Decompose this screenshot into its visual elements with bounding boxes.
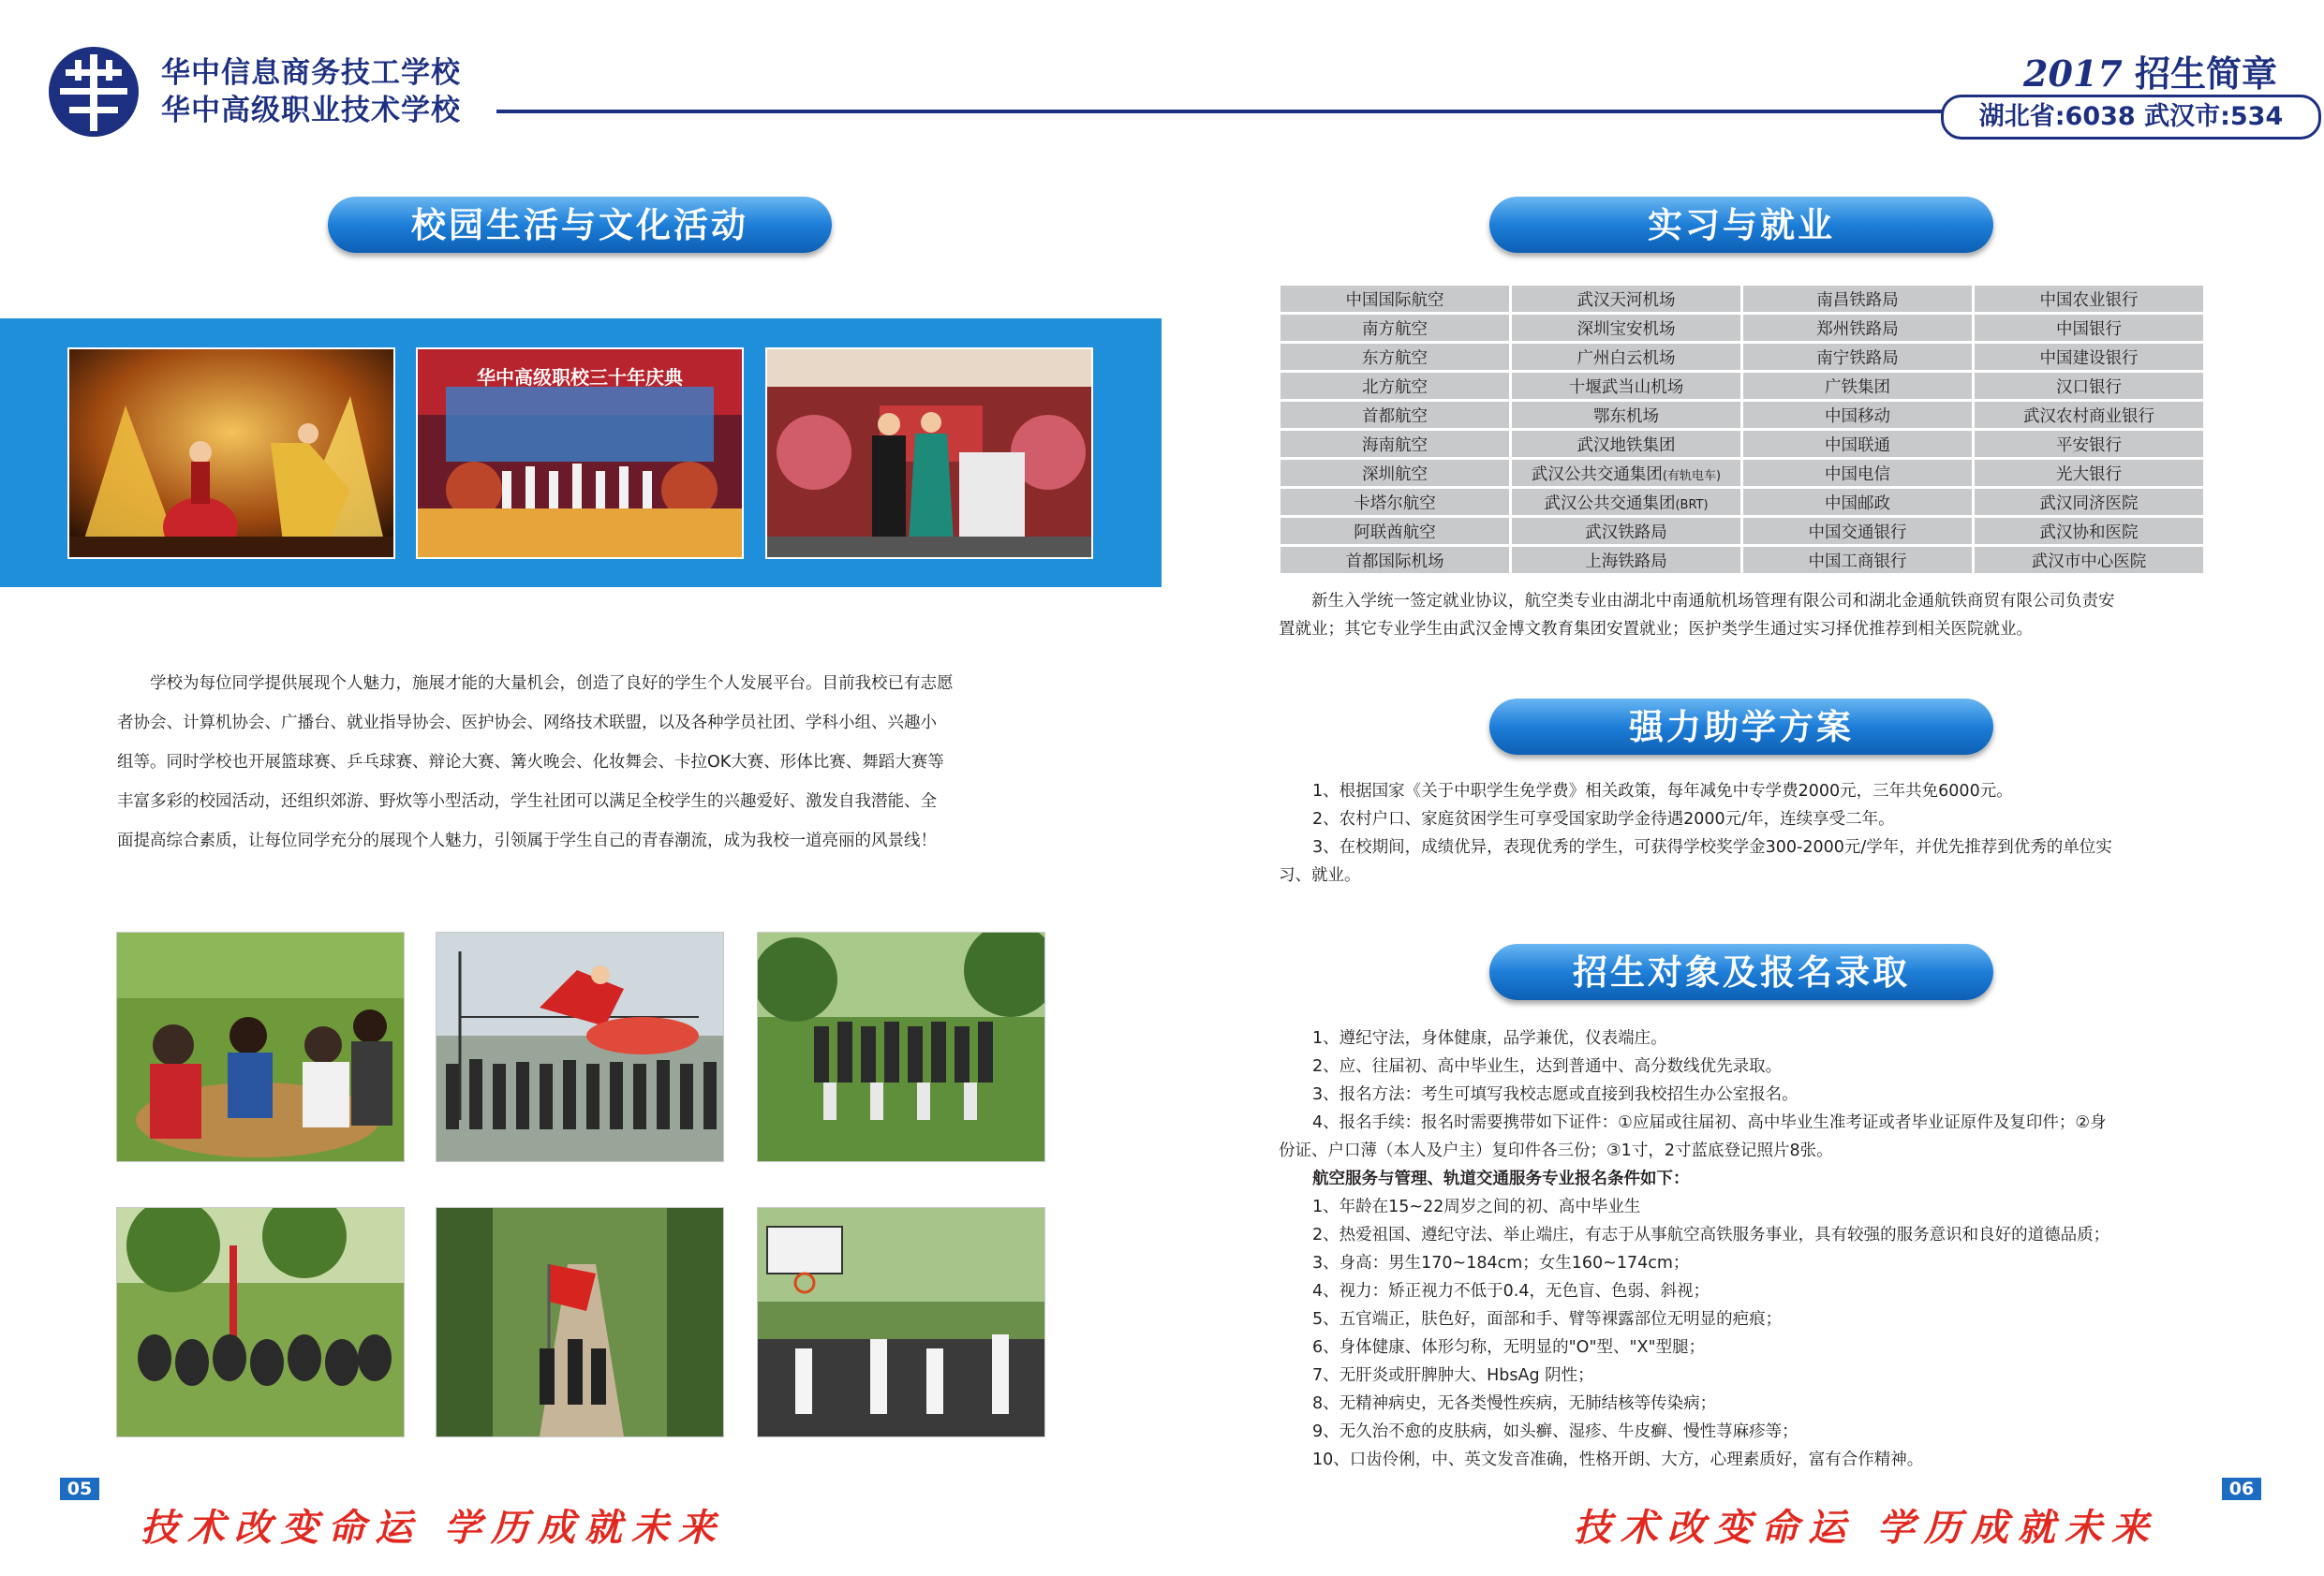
aid-item: 习、就业。 bbox=[1279, 866, 1361, 885]
admission-item: 份证、户口薄（本人及户主）复印件各三份；③1寸，2寸蓝底登记照片8张。 bbox=[1279, 1141, 1833, 1160]
table-cell: 南宁铁路局 bbox=[1743, 344, 1972, 370]
header-rule bbox=[496, 110, 1944, 113]
photo-banner-text: 华中高级职校三十年庆典 bbox=[477, 366, 683, 389]
campus-intro-line: 者协会、计算机协会、广播台、就业指导协会、医护协会、网络技术联盟，以及各种学员社团、学科小组、兴趣小 bbox=[117, 714, 937, 732]
table-row bbox=[1280, 286, 2203, 312]
aviation-item: 2、热爱祖国、遵纪守法、举止端庄，有志于从事航空高铁服务事业，具有较强的服务意识和良好的道德品质； bbox=[1312, 1226, 2110, 1245]
table-cell: 广州白云机场 bbox=[1512, 344, 1740, 370]
table-row bbox=[1280, 315, 2203, 341]
photo-high-jump bbox=[436, 932, 724, 1162]
employment-line: 新生入学统一签定就业协议，航空类专业由湖北中南通航机场管理有限公司和湖北金通航铁商贸有限公司负责安 bbox=[1311, 592, 2115, 611]
section-title-campus-life: 校园生活与文化活动 bbox=[328, 197, 832, 253]
table-cell: 中国建设银行 bbox=[1975, 344, 2203, 370]
table-cell: 中国交通银行 bbox=[1743, 518, 1972, 544]
brochure-title bbox=[2023, 45, 2277, 96]
school-name-1: 华中信息商务技工学校 bbox=[161, 56, 461, 90]
table-cell: 卡塔尔航空 bbox=[1280, 489, 1509, 515]
admission-item: 2、应、往届初、高中毕业生，达到普通中、高分数线优先录取。 bbox=[1312, 1057, 1783, 1076]
table-cell: 上海铁路局 bbox=[1512, 547, 1740, 573]
photo-outdoor-game bbox=[757, 932, 1045, 1162]
campus-intro-line: 丰富多彩的校园活动，还组织郊游、野炊等小型活动，学生社团可以满足全校学生的兴趣爱好、激发自我潜能、全 bbox=[117, 792, 937, 811]
admission-item: 4、报名手续：报名时需要携带如下证件：①应届或往届初、高中毕业生准考证或者毕业证原件及复印件；②身 bbox=[1312, 1113, 2107, 1132]
table-cell: 北方航空 bbox=[1280, 373, 1509, 399]
table-cell: 首都国际机场 bbox=[1280, 547, 1509, 573]
table-cell: 武汉天河机场 bbox=[1512, 286, 1740, 312]
table-cell: 武汉农村商业银行 bbox=[1975, 402, 2203, 428]
table-cell: 武汉同济医院 bbox=[1975, 489, 2203, 515]
aviation-item: 5、五官端正，肤色好，面部和手、臂等裸露部位无明显的疤痕； bbox=[1312, 1310, 1783, 1329]
page-number-left: 05 bbox=[60, 1478, 99, 1500]
campus-intro-line: 学校为每位同学提供展现个人魅力，施展才能的大量机会，创造了良好的学生个人发展平台。目前我校已有志愿 bbox=[150, 674, 954, 693]
photo-anniversary-stage bbox=[416, 347, 744, 559]
table-cell: 光大银行 bbox=[1975, 460, 2203, 486]
campus-intro-line: 面提高综合素质，让每位同学充分的展现个人魅力，引领属于学生自己的青春潮流，成为我校一道亮丽的风景线！ bbox=[117, 832, 937, 850]
photo-picnic bbox=[116, 932, 405, 1162]
aviation-item: 9、无久治不愈的皮肤病，如头癣、湿疹、牛皮癣、慢性荨麻疹等； bbox=[1312, 1422, 1799, 1441]
campus-intro bbox=[117, 664, 1054, 861]
photo-flag-march bbox=[436, 1207, 724, 1437]
table-cell: 东方航空 bbox=[1280, 344, 1509, 370]
table-cell: 中国邮政 bbox=[1743, 489, 1972, 515]
table-cell: 郑州铁路局 bbox=[1743, 315, 1972, 341]
slogan-right: 技术改变命运 学历成就未来 bbox=[1574, 1506, 2158, 1550]
table-cell: 南方航空 bbox=[1280, 315, 1509, 341]
employer-table bbox=[1278, 283, 2206, 576]
aviation-item: 6、身体健康、体形匀称，无明显的"O"型、"X"型腿； bbox=[1312, 1338, 1706, 1357]
logo-emblem-icon bbox=[49, 47, 139, 137]
brochure-title-text: 招生简章 bbox=[2135, 53, 2278, 95]
employment-line: 置就业；其它专业学生由武汉金博文教育集团安置就业；医护类学生通过实习择优推荐到相关医院就业。 bbox=[1279, 620, 2033, 639]
table-cell: 中国联通 bbox=[1743, 431, 1972, 457]
photo-basketball bbox=[757, 1207, 1045, 1437]
photo-stage-performance bbox=[67, 347, 395, 559]
aid-item: 2、农村户口、家庭贫困学生可享受国家助学金待遇2000元/年，连续享受二年。 bbox=[1312, 810, 1895, 829]
table-row bbox=[1280, 489, 2203, 515]
aid-item: 1、根据国家《关于中职学生免学费》相关政策，每年减免中专学费2000元，三年共免6000元。 bbox=[1312, 782, 2013, 801]
table-cell bbox=[1512, 460, 1740, 486]
table-row bbox=[1280, 460, 2203, 486]
cell-note: (BRT) bbox=[1675, 497, 1709, 512]
cell-text: 武汉公共交通集团 bbox=[1544, 493, 1676, 513]
section-title-financial-aid: 强力助学方案 bbox=[1489, 699, 1993, 755]
table-cell: 十堰武当山机场 bbox=[1512, 373, 1740, 399]
aviation-item: 3、身高：男生170~184cm；女生160~174cm； bbox=[1312, 1254, 1690, 1273]
aviation-item: 1、年龄在15~22周岁之间的初、高中毕业生 bbox=[1312, 1198, 1641, 1216]
photo-group-sitting bbox=[116, 1207, 405, 1437]
table-cell: 武汉协和医院 bbox=[1975, 518, 2203, 544]
table-row bbox=[1280, 373, 2203, 399]
table-cell: 中国移动 bbox=[1743, 402, 1972, 428]
table-row bbox=[1280, 402, 2203, 428]
table-cell: 广铁集团 bbox=[1743, 373, 1972, 399]
table-cell: 深圳航空 bbox=[1280, 460, 1509, 486]
admission-item: 1、遵纪守法，身体健康，品学兼优，仪表端庄。 bbox=[1312, 1029, 1667, 1048]
table-cell: 武汉铁路局 bbox=[1512, 518, 1740, 544]
table-cell: 中国银行 bbox=[1975, 315, 2203, 341]
admission-item: 3、报名方法：考生可填写我校志愿或直接到我校招生办公室报名。 bbox=[1312, 1085, 1799, 1104]
aviation-requirements-title: 航空服务与管理、轨道交通服务专业报名条件如下： bbox=[1312, 1170, 1690, 1188]
aid-item: 3、在校期间，成绩优异，表现优秀的学生，可获得学校奖学金300-2000元/学年，并优先推荐到优秀的单位实 bbox=[1312, 838, 2112, 857]
photo-hosts bbox=[765, 347, 1093, 559]
brochure-year: 2017 bbox=[2023, 52, 2123, 95]
school-logo bbox=[49, 47, 139, 137]
table-cell: 武汉市中心医院 bbox=[1975, 547, 2203, 573]
phone-numbers: 湖北省:6038 武汉市:534 bbox=[1941, 95, 2321, 140]
table-row bbox=[1280, 344, 2203, 370]
employment-text bbox=[1279, 587, 2215, 643]
table-row bbox=[1280, 431, 2203, 457]
table-cell: 阿联酋航空 bbox=[1280, 518, 1509, 544]
aviation-item: 4、视力：矫正视力不低于0.4，无色盲、色弱、斜视； bbox=[1312, 1282, 1710, 1301]
table-cell: 海南航空 bbox=[1280, 431, 1509, 457]
table-cell: 中国农业银行 bbox=[1975, 286, 2203, 312]
aviation-item: 10、口齿伶俐，中、英文发音准确，性格开朗、大方，心理素质好，富有合作精神。 bbox=[1312, 1451, 1924, 1469]
table-cell: 中国国际航空 bbox=[1280, 286, 1509, 312]
school-name-2: 华中高级职业技术学校 bbox=[161, 94, 461, 127]
table-cell: 武汉地铁集团 bbox=[1512, 431, 1740, 457]
page-number-right: 06 bbox=[2222, 1478, 2261, 1500]
table-cell bbox=[1512, 489, 1740, 515]
table-cell: 汉口银行 bbox=[1975, 373, 2203, 399]
admission-list bbox=[1279, 1024, 2215, 1474]
table-cell: 中国电信 bbox=[1743, 460, 1972, 486]
slogan-left: 技术改变命运 学历成就未来 bbox=[141, 1506, 725, 1550]
table-cell: 平安银行 bbox=[1975, 431, 2203, 457]
cell-text: 武汉公共交通集团 bbox=[1531, 464, 1663, 484]
table-cell: 中国工商银行 bbox=[1743, 547, 1972, 573]
section-title-admission: 招生对象及报名录取 bbox=[1489, 944, 1993, 1000]
campus-intro-line: 组等。同时学校也开展篮球赛、乒乓球赛、辩论大赛、篝火晚会、化妆舞会、卡拉OK大赛、形体比赛、舞蹈大赛等 bbox=[117, 753, 944, 772]
table-cell: 首都航空 bbox=[1280, 402, 1509, 428]
table-row bbox=[1280, 547, 2203, 573]
table-cell: 深圳宝安机场 bbox=[1512, 315, 1740, 341]
section-title-employment: 实习与就业 bbox=[1489, 197, 1993, 253]
aviation-item: 7、无肝炎或肝脾肿大、HbsAg 阴性； bbox=[1312, 1366, 1594, 1385]
cell-note: (有轨电车) bbox=[1662, 468, 1722, 483]
aviation-item: 8、无精神病史，无各类慢性疾病，无肺结核等传染病； bbox=[1312, 1394, 1717, 1413]
table-cell: 南昌铁路局 bbox=[1743, 286, 1972, 312]
aid-list bbox=[1279, 777, 2215, 890]
table-cell: 鄂东机场 bbox=[1512, 402, 1740, 428]
table-row bbox=[1280, 518, 2203, 544]
